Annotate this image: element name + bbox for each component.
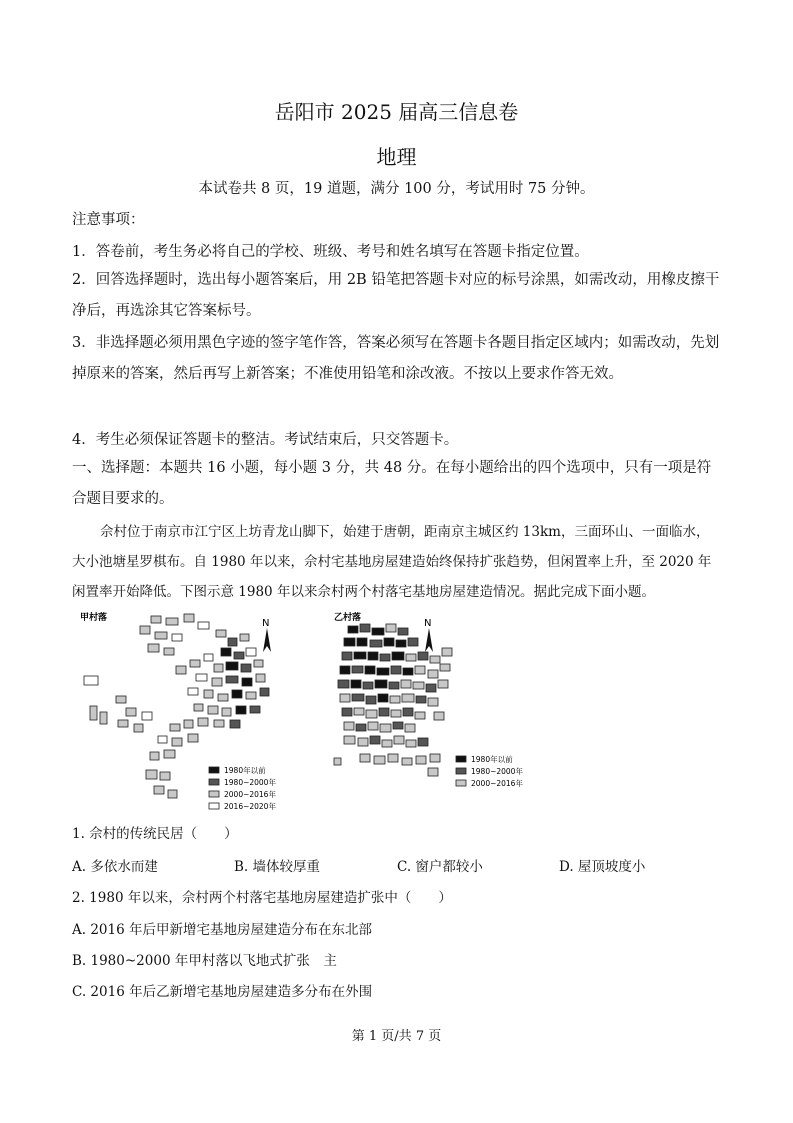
- question-2-option-c[interactable]: C. 2016 年后乙新增宅基地房屋建造多分布在外围: [72, 984, 373, 1000]
- question-1-option-b[interactable]: B. 墙体较厚重: [234, 859, 321, 875]
- question-1-stem: 1. 佘村的传统民居（ ）: [72, 826, 238, 842]
- map-label-jia: 甲村落: [80, 613, 108, 623]
- question-2-stem: 2. 1980 年以来，佘村两个村落宅基地房屋建造扩张中（ ）: [72, 890, 452, 906]
- legend-jia-3: 2000~2016年: [224, 790, 276, 799]
- note-item-4: 4．考生必须保证答题卡的整洁。考试结束后，只交答题卡。: [72, 432, 459, 448]
- legend-jia-2: 1980~2000年: [224, 778, 276, 787]
- subject-title: 地理: [376, 145, 417, 169]
- legend-yi-3: 2000~2016年: [471, 779, 523, 788]
- village-yi-map: [330, 608, 530, 788]
- legend-yi-2: 1980~2000年: [471, 767, 523, 776]
- question-1-option-c[interactable]: C. 窗户都较小: [397, 859, 483, 875]
- legend-yi-1: 1980年以前: [471, 755, 513, 764]
- question-1-option-d[interactable]: D. 屋顶坡度小: [559, 859, 646, 875]
- note-item-1: 1．答卷前，考生务必将自己的学校、班级、考号和姓名填写在答题卡指定位置。: [72, 244, 589, 260]
- question-2-option-a[interactable]: A. 2016 年后甲新增宅基地房屋建造分布在东北部: [72, 922, 372, 938]
- svg-text:N: N: [262, 618, 270, 629]
- question-2-option-b[interactable]: B. 1980~2000 年甲村落以飞地式扩张 主: [72, 953, 337, 969]
- page-footer: 第 1 页/共 7 页: [351, 1029, 442, 1044]
- legend-jia-1: 1980年以前: [224, 766, 266, 775]
- legend-jia-4: 2016~2020年: [224, 802, 276, 811]
- question-1-option-a[interactable]: A. 多依水而建: [72, 859, 158, 875]
- passage: 佘村位于南京市江宁区上坊青龙山脚下，始建于唐朝，距南京主城区约 13km，三面环山、一面临水，大小池塘星罗棋布。自 1980 年以来，佘村宅基地房屋建造始终保持扩张趋势，但闲置率上升，至 2020 年闲置率开始降低。下图示意 1980 年以来佘村两个村落宅基地房屋建造情况。据此完成下面小题。: [72, 524, 712, 600]
- map-label-yi: 乙村落: [334, 613, 362, 623]
- section-heading: 一、选择题：本题共 16 小题，每小题 3 分，共 48 分。在每小题给出的四个选项中，只有一项是符合题目要求的。: [72, 460, 712, 507]
- village-jia-map: [76, 608, 298, 813]
- svg-text:N: N: [424, 618, 432, 629]
- note-item-2: 2．回答选择题时，选出每小题答案后，用 2B 铅笔把答题卡对应的标号涂黑，如需改动，用橡皮擦干净后，再选涂其它答案标号。: [72, 272, 720, 319]
- exam-info: 本试卷共 8 页，19 道题，满分 100 分，考试用时 75 分钟。: [198, 181, 595, 197]
- notes-heading: 注意事项：: [72, 212, 145, 228]
- page-title: 岳阳市 2025 届高三信息卷: [274, 100, 519, 124]
- note-item-3: 3．非选择题必须用黑色字迹的签字笔作答，答案必须写在答题卡各题目指定区域内；如需改动，先划掉原来的答案，然后再写上新答案；不准使用铅笔和涂改液。不按以上要求作答无效。: [72, 335, 720, 382]
